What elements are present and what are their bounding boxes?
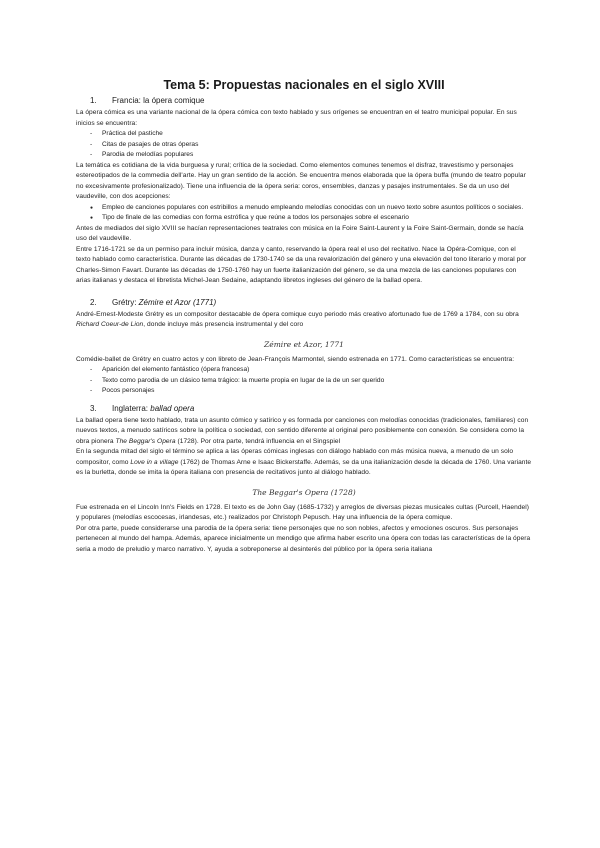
section-2-paragraph-2: Comédie-ballet de Grétry en cuatro actos y con libreto de Jean-François Marmontel, siendo estrenada en 1771. Como características se encuentra: <box>76 355 515 363</box>
text-run: La ballad opera tiene texto hablado, trata un asunto cómico y satírico y es formada por canciones con melodías conocidas (tradicionales, familiares) con nuevos textos, a menudo satíricos sobre la política o sociedad, con sentido diferente al original pero posiblemente con conexión. Se considera como la obra pionera <box>76 416 529 445</box>
text-run: (1728). Por otra parte, tendrá influencia en el Singspiel <box>175 437 341 445</box>
section-1-number: 1. <box>90 96 97 105</box>
page-title: Tema 5: Propuestas nacionales en el siglo XVIII <box>163 78 445 92</box>
list-item: - Pocos personajes <box>90 386 532 397</box>
work-reference: The Beggar's Opera <box>115 437 176 445</box>
section-3-heading-italic: ballad opera <box>150 403 195 413</box>
section-1-heading <box>76 96 532 105</box>
work-reference: Love in a village <box>130 458 179 466</box>
section-2-heading-italic: Zémire et Azor (1771) <box>138 297 217 307</box>
section-3-paragraph-3: Fue estrenada en el Lincoln Inn's Fields en 1728. El texto es de John Gay (1685-1732) y arreglos de diversas piezas musicales cultas (Purcell, Haendel) y populares (melodías escocesas, irlandesas, etc.) realizados por Christoph Pepusch. Hay una influencia de la ópera comique. <box>76 503 530 521</box>
section-1-list-1 <box>90 129 532 161</box>
section-2-heading-text: Grétry: <box>112 297 139 307</box>
section-3-number: 3. <box>90 403 97 413</box>
list-item: - Texto como parodia de un clásico tema trágico: la muerte propia en lugar de la de un ser querido <box>90 376 532 387</box>
section-2-heading <box>76 298 532 307</box>
section-1-paragraph-2: La temática es cotidiana de la vida burguesa y rural; crítica de la sociedad. Como elementos comunes tenemos el disfraz, travestismo y personajes estereotipados de la commedia dell'arte. Hay un gran sentido de la acción. Se encuentra menos elaborada que la ópera buffa (mundo de teatro popular no excesivamente profesionalizado). Tiene una influencia de la ópera seria: coros, ensembles, danzas y pasajes instrumentales. Se da un uso del vaudeville, con dos acepciones: <box>76 161 526 200</box>
section-1-heading-text: Francia: la ópera comique <box>112 96 205 105</box>
text-run: André-Ernest-Modeste Grétry es un compositor destacable de ópera comique cuyo periodo más creativo afortunado fue de 1769 a 1784, con su obra <box>76 310 519 318</box>
section-3-paragraph-4: Por otra parte, puede considerarse una parodia de la ópera seria: tiene personajes que no son nobles, afectos y emociones oscuros. Sus personajes pertenecen al mundo del hampa. Además, aparece inicialmente un mendigo que afirma haber escrito una ópera con todas las características de la ópera seria a modo de preludio y marco narrativo. Y, ayuda a sobreponerse al desinterés del público por la ópera seria italiana <box>76 524 531 553</box>
section-1-list-2 <box>90 203 532 224</box>
section-3-heading <box>76 404 532 413</box>
section-1-paragraph-1: La ópera cómica es una variante nacional de la ópera cómica con texto hablado y sus orígenes se encuentran en el teatro municipal popular. En sus inicios se encuentra: <box>76 109 517 127</box>
section-2-list <box>90 365 532 397</box>
section-3-paragraph-2 <box>76 447 532 479</box>
work-title-zemire: Zémire et Azor, 1771 <box>264 339 344 349</box>
section-1-paragraph-3: Antes de mediados del siglo XVIII se hacían representaciones teatrales con música en la Foire Saint-Laurent y la Foire Saint-Germain, donde se hacía uso del vaudeville. <box>76 224 524 242</box>
section-2-paragraph-1 <box>76 310 532 331</box>
section-3-heading-text: Inglaterra: <box>112 403 151 413</box>
work-reference: Richard Coeur-de Lion <box>76 321 144 328</box>
text-run: (1762) de Thomas Arne e Isaac Bickerstaffe. Además, se da una italianización desde la década de 1760. Una variante es la burletta, donde se imita la ópera italiana con presencia de recitativos junto al diálogo hablado. <box>76 458 532 476</box>
text-run: En la segunda mitad del siglo el término se aplica a las óperas cómicas inglesas con diálogo hablado con más música nueva, a menudo de un solo compositor, como <box>76 448 514 466</box>
section-3-paragraph-1 <box>76 416 532 448</box>
list-item: - Práctica del pastiche <box>90 129 532 140</box>
list-item: - Parodia de melodías populares <box>90 150 532 161</box>
section-2-number: 2. <box>90 297 97 307</box>
work-title-beggars-opera: The Beggar's Opera (1728) <box>252 487 356 497</box>
list-item: - Citas de pasajes de otras óperas <box>90 140 532 151</box>
text-run: , donde incluye más presencia instrumental y del coro <box>143 321 304 328</box>
section-1-paragraph-4: Entre 1716-1721 se da un permiso para incluir música, danza y canto, reservando la ópera real el uso del recitativo. Nace la Opéra-Comique, con el texto hablado como característica. Durante las décadas de 1730-1740 se da una revalorización del género y una elevación del tono literario y moral por Charles-Simon Favart. Durante las décadas de 1750-1760 hay un fuerte italianización del género, se da una mezcla de las canciones populares con arias italianas y destaca el libretista Michel-Jean Sedaine, adaptando libretos ingleses del género de la ballad opera. <box>76 245 527 284</box>
list-item: - Aparición del elemento fantástico (ópera francesa) <box>90 365 532 376</box>
list-item: ● Empleo de canciones populares con estribillos a menudo empleando melodías conocidas con un nuevo texto sobre asuntos políticos o sociales. <box>90 203 532 214</box>
list-item: ● Tipo de finale de las comedias con forma estrófica y que reúne a todos los personajes sobre el escenario <box>90 213 532 224</box>
